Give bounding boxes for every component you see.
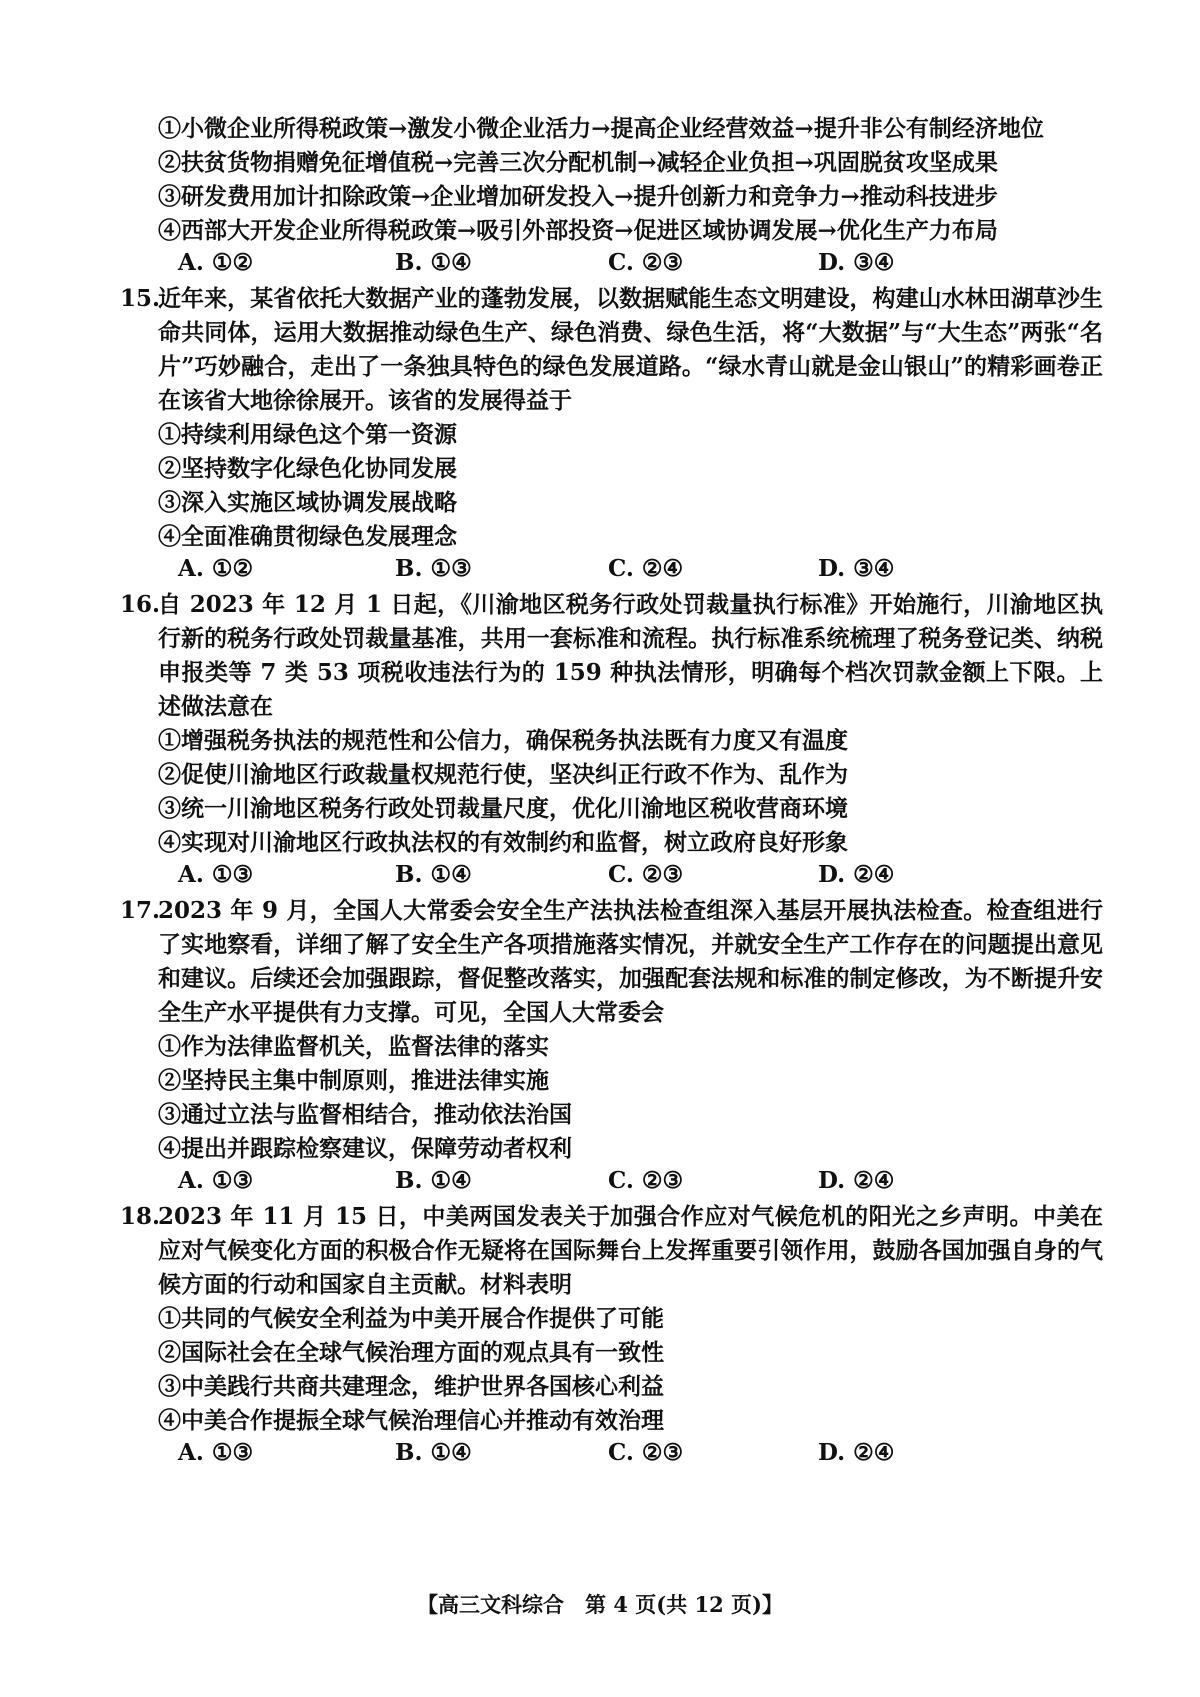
q18-option-4: ④中美合作提振全球气候治理信心并推动有效治理	[158, 1407, 664, 1434]
q18-number: 18.	[120, 1203, 161, 1230]
q15-answer-a: A. ①②	[178, 555, 254, 582]
q18-answer-d: D. ②④	[818, 1439, 895, 1466]
q15-stem: 近年来，某省依托大数据产业的蓬勃发展，以数据赋能生态文明建设，构建山水林田湖草沙生命共同体，运用大数据推动绿色生产、绿色消费、绿色生活，将“大数据”与“大生态”两张“名片”巧妙融合，走出了一条独具特色的绿色发展道路。“绿水青山就是金山银山”的精彩画卷正在该省大地徐徐展开。该省的发展得益于	[158, 285, 1103, 414]
q16-option-3: ③统一川渝地区税务行政处罚裁量尺度，优化川渝地区税收营商环境	[158, 795, 848, 822]
q16-answer-c: C. ②③	[608, 861, 684, 888]
q17-answer-d: D. ②④	[818, 1167, 895, 1194]
q17-answer-c: C. ②③	[608, 1167, 684, 1194]
q14-option-1: ①小微企业所得税政策→激发小微企业活力→提高企业经营效益→提升非公有制经济地位	[158, 115, 1044, 142]
q17-answer-a: A. ①③	[178, 1167, 254, 1194]
q15-number: 15.	[120, 285, 161, 312]
q15-option-1: ①持续利用绿色这个第一资源	[158, 421, 457, 448]
q17-stem: 2023 年 9 月，全国人大常委会安全生产法执法检查组深入基层开展执法检查。检查组进行了实地察看，详细了解了安全生产各项措施落实情况，并就安全生产工作存在的问题提出意见和建议。后续还会加强跟踪，督促整改落实，加强配套法规和标准的制定修改，为不断提升安全生产水平提供有力支撑。可见，全国人大常委会	[158, 897, 1103, 1026]
q14-answer-b: B. ①④	[395, 249, 472, 276]
q14-option-2: ②扶贫货物捐赠免征增值税→完善三次分配机制→减轻企业负担→巩固脱贫攻坚成果	[158, 149, 998, 176]
q18-option-2: ②国际社会在全球气候治理方面的观点具有一致性	[158, 1339, 664, 1366]
q18-option-1: ①共同的气候安全利益为中美开展合作提供了可能	[158, 1305, 664, 1332]
q14-answer-a: A. ①②	[178, 249, 254, 276]
q17-option-4: ④提出并跟踪检察建议，保障劳动者权利	[158, 1135, 572, 1162]
q15-answer-c: C. ②④	[608, 555, 684, 582]
q15-answer-d: D. ③④	[818, 555, 895, 582]
q17-number: 17.	[120, 897, 161, 924]
q15-answer-b: B. ①③	[395, 555, 472, 582]
q16-option-4: ④实现对川渝地区行政执法权的有效制约和监督，树立政府良好形象	[158, 829, 848, 856]
q16-option-2: ②促使川渝地区行政裁量权规范行使，坚决纠正行政不作为、乱作为	[158, 761, 848, 788]
q17-answer-b: B. ①④	[395, 1167, 472, 1194]
q17-option-3: ③通过立法与监督相结合，推动依法治国	[158, 1101, 572, 1128]
q14-option-4: ④西部大开发企业所得税政策→吸引外部投资→促进区域协调发展→优化生产力布局	[158, 217, 998, 244]
q18-answer-b: B. ①④	[395, 1439, 472, 1466]
page-footer: 【高三文科综合 第 4 页(共 12 页)】	[417, 1592, 783, 1617]
q18-answer-a: A. ①③	[178, 1439, 254, 1466]
q16-number: 16.	[120, 591, 161, 618]
q14-option-3: ③研发费用加计扣除政策→企业增加研发投入→提升创新力和竞争力→推动科技进步	[158, 183, 998, 210]
q18-option-3: ③中美践行共商共建理念，维护世界各国核心利益	[158, 1373, 664, 1400]
q18-stem: 2023 年 11 月 15 日，中美两国发表关于加强合作应对气候危机的阳光之乡声明。中美在应对气候变化方面的积极合作无疑将在国际舞台上发挥重要引领作用，鼓励各国加强自身的气候方面的行动和国家自主贡献。材料表明	[158, 1203, 1103, 1298]
q14-answer-c: C. ②③	[608, 249, 684, 276]
q15-option-2: ②坚持数字化绿色化协同发展	[158, 455, 457, 482]
q16-answer-b: B. ①④	[395, 861, 472, 888]
q15-option-4: ④全面准确贯彻绿色发展理念	[158, 523, 457, 550]
q18-answer-c: C. ②③	[608, 1439, 684, 1466]
q16-answer-a: A. ①③	[178, 861, 254, 888]
q14-answer-d: D. ③④	[818, 249, 895, 276]
q16-answer-d: D. ②④	[818, 861, 895, 888]
q16-option-1: ①增强税务执法的规范性和公信力，确保税务执法既有力度又有温度	[158, 727, 848, 754]
q16-stem: 自 2023 年 12 月 1 日起，《川渝地区税务行政处罚裁量执行标准》开始施行，川渝地区执行新的税务行政处罚裁量基准，共用一套标准和流程。执行标准系统梳理了税务登记类、纳税申报类等 7 类 53 项税收违法行为的 159 种执法情形，明确每个档次罚款金额上下限。上述做法意在	[158, 591, 1103, 720]
q17-option-2: ②坚持民主集中制原则，推进法律实施	[158, 1067, 549, 1094]
q17-option-1: ①作为法律监督机关，监督法律的落实	[158, 1033, 549, 1060]
q15-option-3: ③深入实施区域协调发展战略	[158, 489, 457, 516]
